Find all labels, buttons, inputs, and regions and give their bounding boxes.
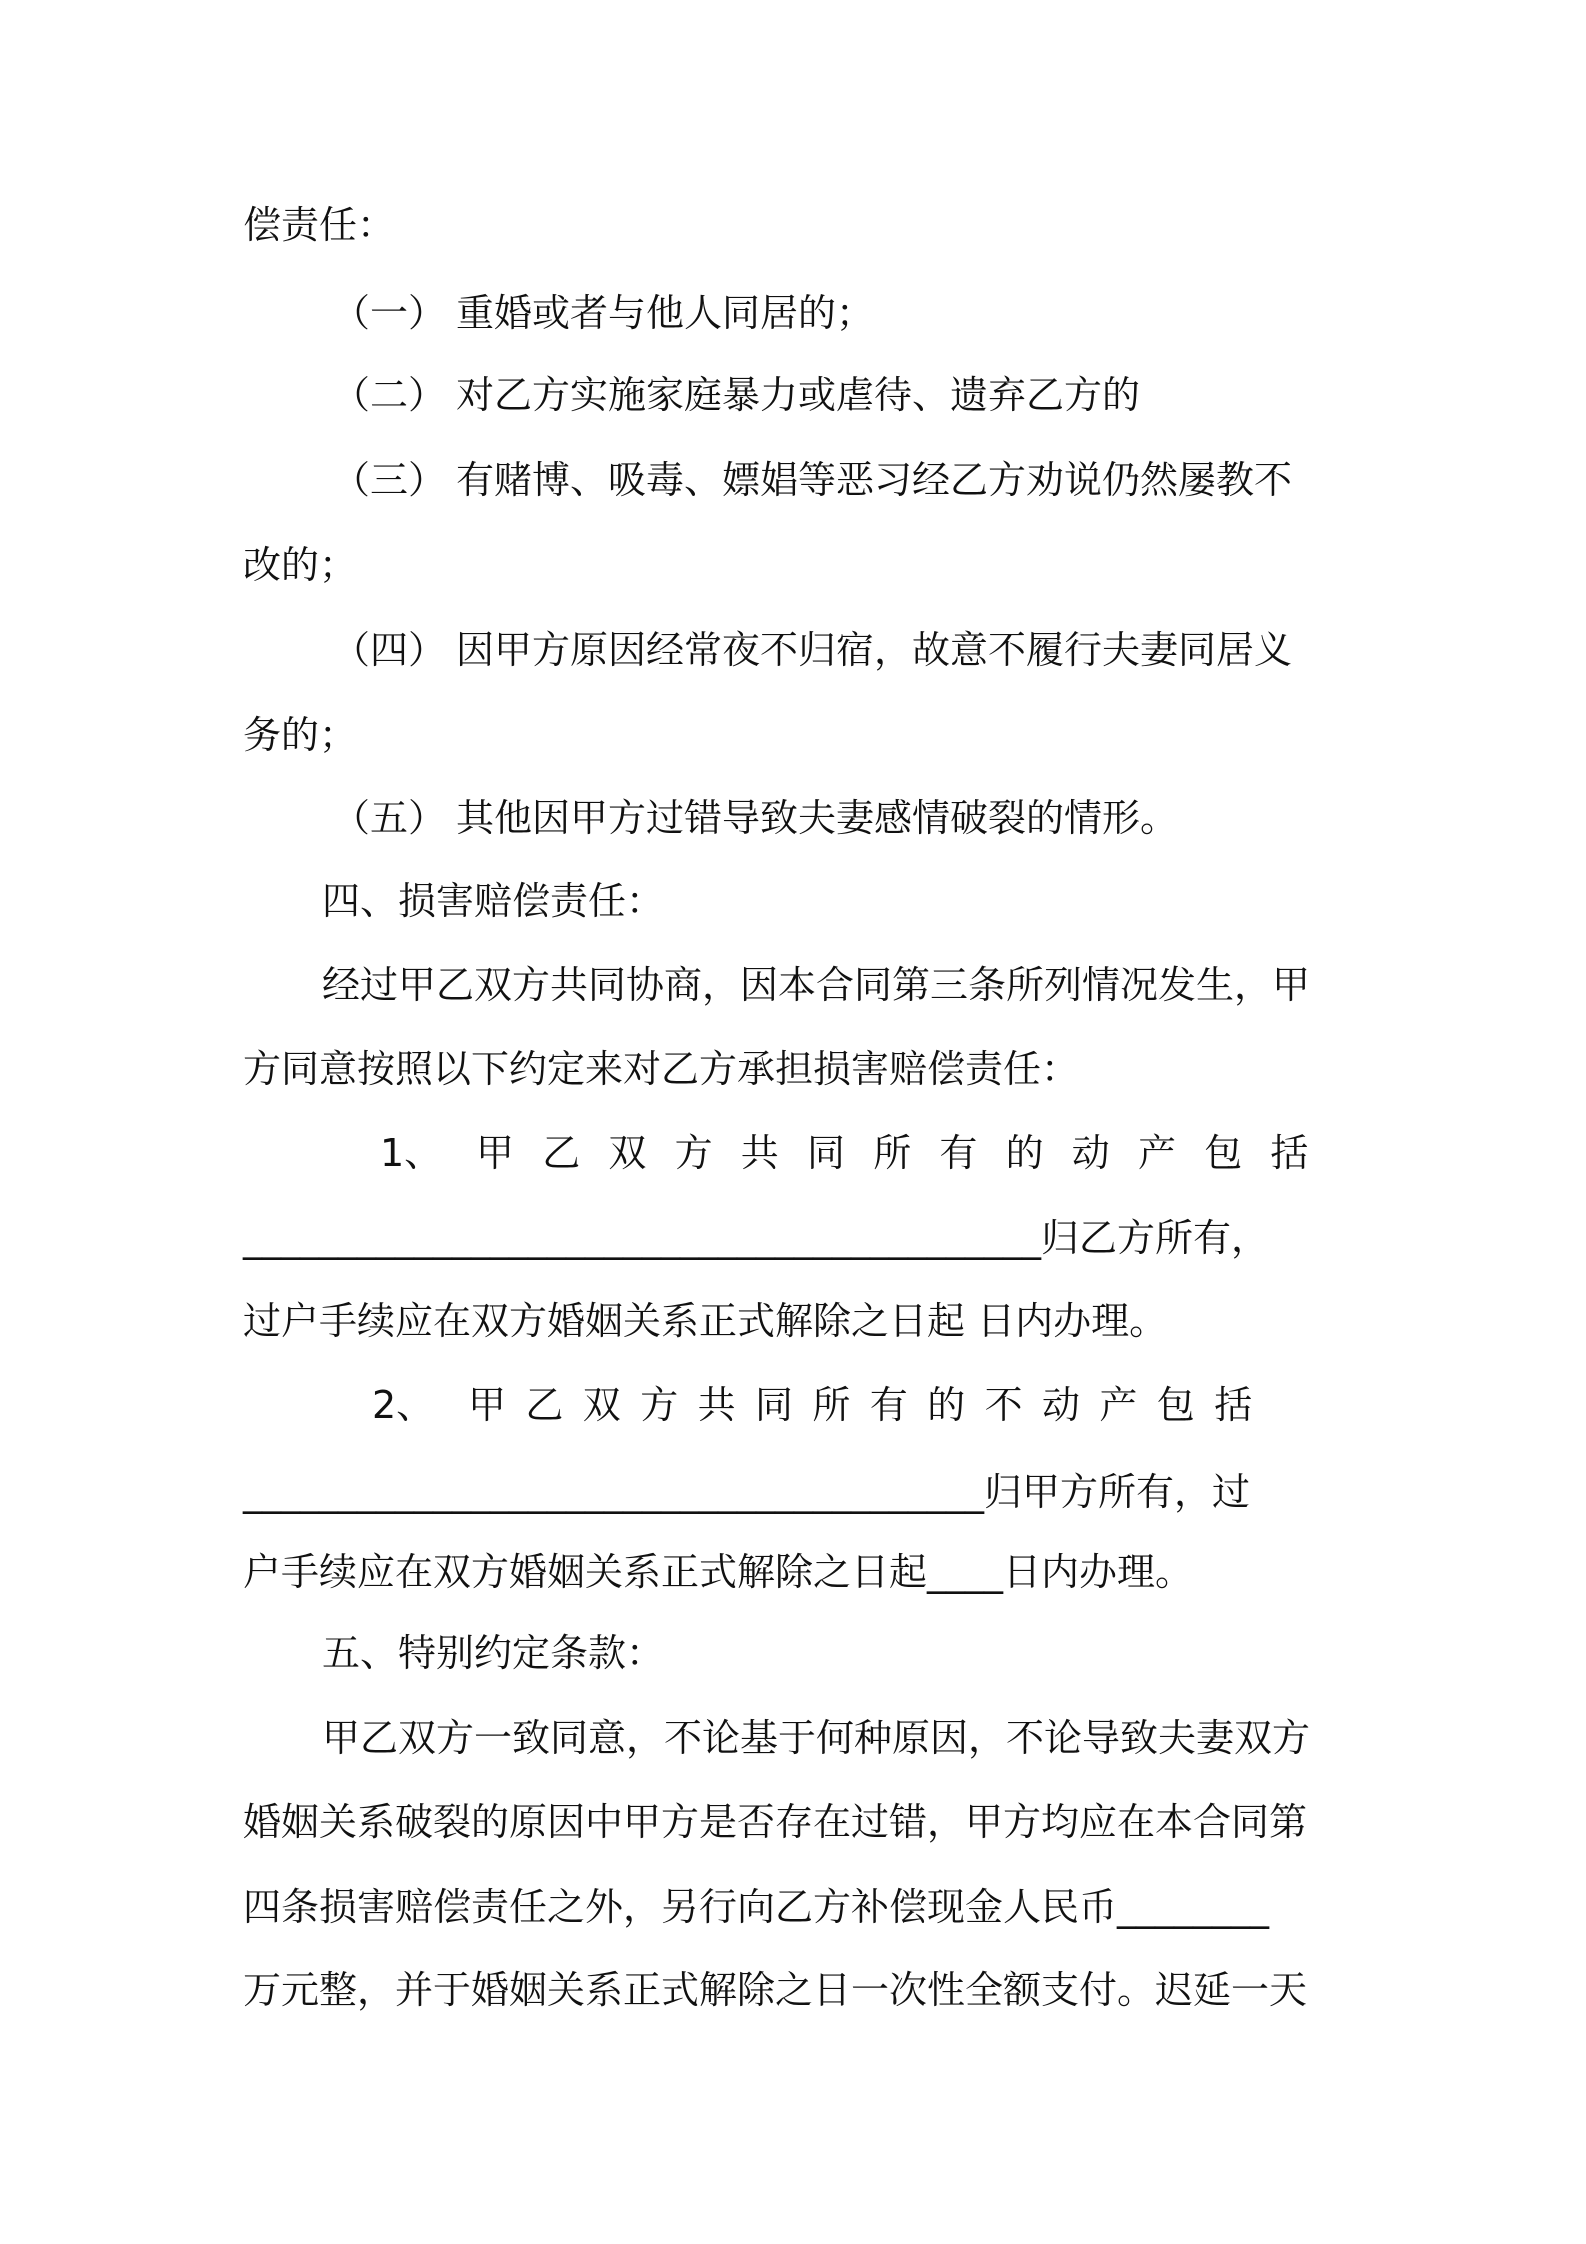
list-text: 甲乙双方共同所有的不动产包括: [468, 1383, 1272, 1427]
list-text: 因甲方原因经常夜不归宿，故意不履行夫妻同居义: [456, 628, 1293, 672]
list-item: [372, 1380, 1363, 1430]
section-heading: 四、损害赔偿责任：: [322, 879, 665, 923]
list-item: [332, 625, 1363, 675]
list-item: [380, 1128, 1363, 1178]
list-text: 甲乙双方共同所有的动产包括: [476, 1131, 1337, 1175]
text-line: 偿责任：: [243, 203, 396, 247]
list-number: 2、: [372, 1383, 435, 1427]
list-number: （二）: [332, 373, 447, 417]
text-line: 甲乙双方一致同意，不论基于何种原因，不论导致夫妻双方: [322, 1716, 1311, 1760]
list-number: （一）: [332, 291, 447, 335]
list-text: 对乙方实施家庭暴力或虐待、遗弃乙方的: [456, 373, 1141, 417]
text-line: 方同意按照以下约定来对乙方承担损害赔偿责任：: [243, 1047, 1080, 1091]
list-item: [332, 370, 1363, 420]
list-number: （五）: [332, 796, 447, 840]
section-heading: 五、特别约定条款：: [322, 1631, 665, 1675]
list-number: 1、: [380, 1131, 443, 1175]
list-text: 有赌博、吸毒、嫖娼等恶习经乙方劝说仍然屡教不: [456, 458, 1293, 502]
text-line: 婚姻关系破裂的原因中甲方是否存在过错，甲方均应在本合同第: [243, 1800, 1308, 1844]
text-line: 改的；: [243, 543, 358, 587]
list-text: 重婚或者与他人同居的；: [456, 291, 875, 335]
text-line: 户手续应在双方婚姻关系正式解除之日起____日内办理。: [243, 1550, 1194, 1594]
list-number: （三）: [332, 458, 447, 502]
list-item: [332, 793, 1363, 843]
text-line: 万元整，并于婚姻关系正式解除之日一次性全额支付。迟延一天: [243, 1968, 1308, 2012]
list-text: 其他因甲方过错导致夫妻感情破裂的情形。: [456, 796, 1179, 840]
text-line: 经过甲乙双方共同协商，因本合同第三条所列情况发生，甲: [322, 963, 1311, 1007]
list-item: [332, 455, 1363, 505]
list-number: （四）: [332, 628, 447, 672]
text-line: 四条损害赔偿责任之外，另行向乙方补偿现金人民币________: [243, 1885, 1270, 1929]
text-line: __________________________________________归乙方所有，: [243, 1216, 1270, 1260]
text-line: 过户手续应在双方婚姻关系正式解除之日起 日内办理。: [243, 1299, 1168, 1343]
list-item: [332, 288, 1363, 338]
text-line: 务的；: [243, 713, 358, 757]
text-line: _______________________________________归甲方所有，过: [243, 1470, 1251, 1514]
